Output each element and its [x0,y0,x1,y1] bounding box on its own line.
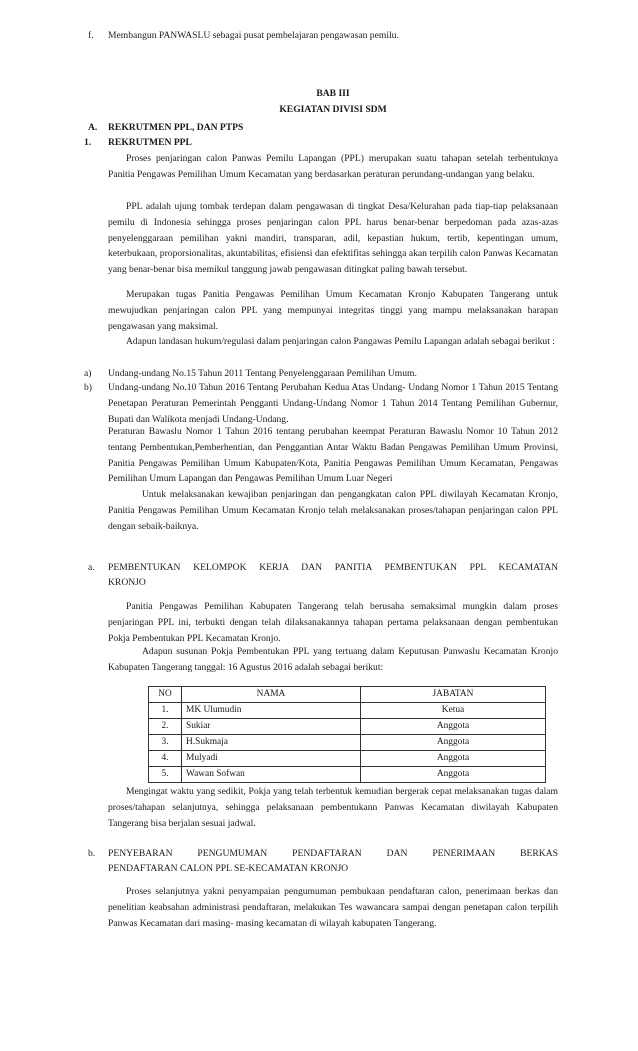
table-row [149,719,546,735]
cell-jabatan: Anggota [361,719,546,735]
paragraph-rekrutmen-3 [108,287,558,334]
cell-nama: Sukiar [182,719,361,735]
paragraph-rekrutmen-3-text: Merupakan tugas Panitia Pengawas Pemilihan Umum Kecamatan Kronjo Kabupaten Tangerang untuk mewujudkan penjaringan calon PPL yang mempunyai integritas tinggi yang mampu melaksanakan harapan pengawasan yang maksimal. [108,289,558,332]
cell-no: 1. [149,703,182,719]
section-penyebaran-title-1: PENYEBARAN PENGUMUMAN PENDAFTARAN DAN PENERIMAAN BERKAS [108,848,558,859]
cell-nama: H.Sukmaja [182,735,361,751]
cell-nama: MK Ulumudin [182,703,361,719]
cell-jabatan: Anggota [361,751,546,767]
top-item-label: f. [88,30,94,41]
table-row [149,751,546,767]
legal-item-label: b) [84,382,92,393]
section-a-title: REKRUTMEN PPL, DAN PTPS [108,122,244,133]
cell-no: 2. [149,719,182,735]
subsection-1-title: REKRUTMEN PPL [108,137,192,148]
cell-no: 5. [149,767,182,783]
header-no: NO [149,687,182,703]
paragraph-penyebaran-1-text: Proses selanjutnya yakni penyampaian pengumuman pembukaan pendaftaran calon, penerimaan berkas dan penelitian keabsahan administrasi pendaftaran, melakukan Tes wawancara sampai dengan penetapan calon terpilih Panwas Kecamatan dari masing- masing kecamatan di wilayah kabupaten Tangerang. [108,886,558,929]
section-pembentukan-title-1: PEMBENTUKAN KELOMPOK KERJA DAN PANITIA PEMBENTUKAN PPL KECAMATAN [108,562,558,573]
paragraph-rekrutmen-2 [108,199,558,278]
cell-nama: Mulyadi [182,751,361,767]
cell-nama: Wawan Sofwan [182,767,361,783]
closing-paragraph [108,487,558,534]
table-header-row [149,687,546,703]
regulation-paragraph: Peraturan Bawaslu Nomor 1 Tahun 2016 tentang perubahan keempat Peraturan Bawaslu Nomor 10 Tahun 2012 tentang Pembentukan,Pemberhentian, dan Penggantian Antar Waktu Badan Pengawas Pemilihan Umum Provinsi, Panitia Pengawas Pemilihan Umum Kabupaten/Kota, Panitia Pengawas Pemilihan Umum Kecamatan, Pengawas Pemilihan Umum Lapangan dan Pengawas Pemilihan Umum Luar Negeri [108,426,558,485]
paragraph-rekrutmen-1 [108,151,558,183]
paragraph-pembentukan-2-text: Adapun susunan Pokja Pembentukan PPL yang tertuang dalam Keputusan Panwaslu Kecamatan Kronjo Kabupaten Tangerang tanggal: 16 Agustus 2016 adalah sebagai berikut: [108,646,558,673]
paragraph-pembentukan-2 [108,644,558,676]
legal-item-text: Undang-undang No.15 Tahun 2011 Tentang Penyelenggaraan Pemilihan Umum. [108,368,417,379]
paragraph-rekrutmen-2-text: PPL adalah ujung tombak terdepan dalam pengawasan di tingkat Desa/Kelurahan pada tiap-tiap pelaksanaan pemilu di Indonesia sehingga proses penjaringan calon PPL harus benar-benar berpedoman pada azas-azas penyelenggaraan pemilihan yakni mandiri, transparan, adil, kepastian hukum, tertib, kepentingan umum, keterbukaan, proporsionalitas, akuntabilitas, efisiensi dan efektifitas sehingga akan terpilih calon Panwas Kecamatan yang benar-benar bisa memikul tanggung jawab pengawasan ditingkat paling bawah tersebut. [108,201,558,276]
closing-paragraph-text: Untuk melaksanakan kewajiban penjaringan dan pengangkatan calon PPL diwilayah Kecamatan Kronjo, Panitia Pengawas Pemilihan Umum Kecamatan Kronjo telah melaksanakan proses/tahapan penjaringan calon PPL dengan sebaik-baiknya. [108,489,558,532]
paragraph-pembentukan-1-text: Panitia Pengawas Pemilihan Kabupaten Tangerang telah berusaha semaksimal mungkin dalam proses penjaringan PPL ini, terbukti dengan telah dilaksanakannya tahapan pertama pelaksanaan dengan pembentukan Pokja Pembentukan PPL Kecamatan Kronjo. [108,601,558,644]
paragraph-rekrutmen-4-text: Adapun landasan hukum/regulasi dalam penjaringan calon Pangawas Pemilu Lapangan adalah sebagai berikut : [126,336,555,347]
chapter-title: KEGIATAN DIVISI SDM [279,104,387,115]
table-row [149,703,546,719]
subsection-1-label: 1. [84,137,92,148]
section-penyebaran-label: b. [88,848,96,859]
cell-no: 4. [149,751,182,767]
table-row [149,767,546,783]
table-row [149,735,546,751]
top-item-text: Membangun PANWASLU sebagai pusat pembelajaran pengawasan pemilu. [108,30,399,41]
cell-jabatan: Ketua [361,703,546,719]
legal-item-text: Undang-undang No.10 Tahun 2016 Tentang Perubahan Kedua Atas Undang- Undang Nomor 1 Tahun 2015 Tentang Penetapan Peraturan Pemerintah Pengganti Undang-Undang Nomor 1 Tahun 2014 Tentang Pemilihan Gubernur, Bupati dan Walikota menjadi Undang-Undang. [108,382,558,425]
paragraph-penyebaran-1 [108,884,558,931]
pokja-table [148,686,546,783]
section-pembentukan-label: a. [88,562,95,573]
cell-no: 3. [149,735,182,751]
header-jabatan: JABATAN [361,687,546,703]
paragraph-rekrutmen-1-text: Proses penjaringan calon Panwas Pemilu Lapangan (PPL) merupakan suatu tahapan setelah terbentuknya Panitia Pengawas Pemilihan Umum Kecamatan yang berdasarkan peraturan perundang-undangan yang belaku. [108,153,558,180]
cell-jabatan: Anggota [361,767,546,783]
section-a-label: A. [88,122,98,133]
section-penyebaran-title-2: PENDAFTARAN CALON PPL SE-KECAMATAN KRONJO [108,863,349,874]
paragraph-after-table-text: Mengingat waktu yang sedikit, Pokja yang telah terbentuk kemudian bergerak cepat melaksanakan tugas dalam proses/tahapan selanjutnya, sehingga pelaksanaan pembentukann Panwas Kecamatan diwilayah Kabupaten Tangerang bisa berjalan sesuai jadwal. [108,786,558,829]
paragraph-after-table [108,784,558,831]
header-nama: NAMA [182,687,361,703]
cell-jabatan: Anggota [361,735,546,751]
section-pembentukan-title-2: KRONJO [108,577,146,588]
chapter-number: BAB III [316,88,350,99]
legal-item-label: a) [84,368,92,379]
paragraph-rekrutmen-4 [108,334,558,350]
paragraph-pembentukan-1 [108,599,558,646]
